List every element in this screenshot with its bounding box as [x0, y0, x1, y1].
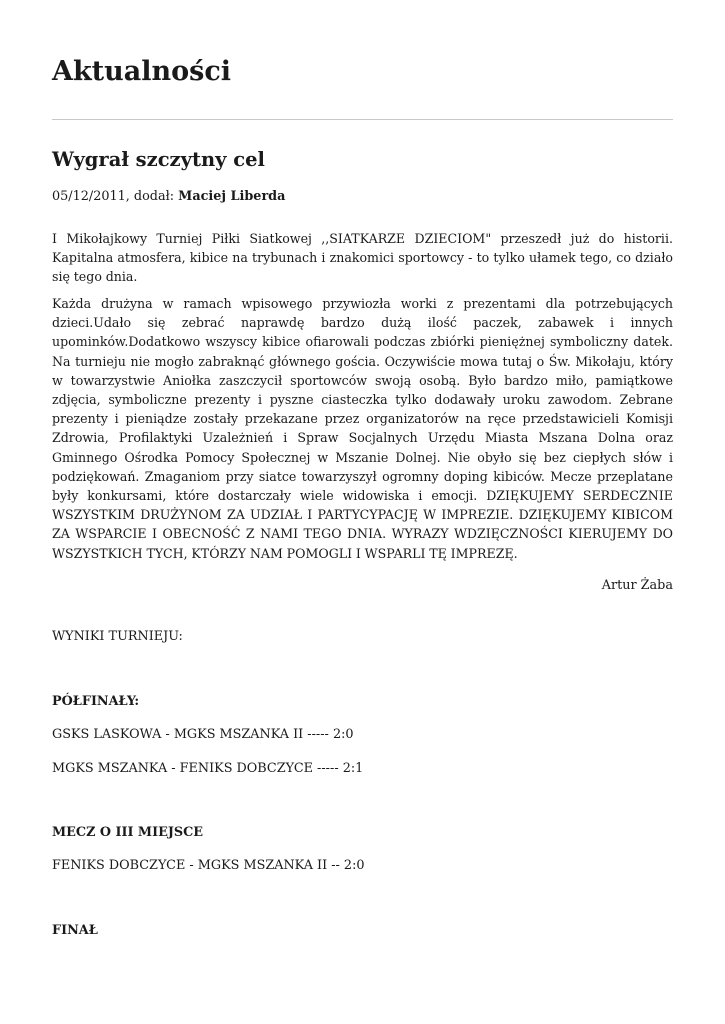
third-place-heading: MECZ O III MIEJSCE [52, 825, 204, 840]
results-heading: WYNIKI TURNIEJU: [52, 629, 183, 644]
third-place-result: FENIKS DOBCZYCE - MGKS MSZANKA II -- 2:0 [52, 858, 365, 873]
article-author: Maciej Liberda [178, 189, 286, 204]
added-by-label: , dodał: [125, 189, 179, 204]
article-signature: Artur Żaba [601, 578, 673, 593]
section-title: Aktualności [52, 56, 232, 87]
final-heading: FINAŁ [52, 923, 98, 938]
article-date: 05/12/2011 [52, 189, 126, 204]
semifinals-heading: PÓŁFINAŁY: [52, 694, 140, 709]
article-paragraph-2: Każda drużyna w ramach wpisowego przywiozła worki z prezentami dla potrzebujących dzieci.Udało się zebrać naprawdę bardzo dużą ilość paczek, zabawek i innych upominków.Dodatkowo wszyscy kibice ofiarowali podczas zbiórki pieniężnej symboliczny datek. Na turnieju nie mogło zabraknąć głównego gościa. Oczywiście mowa tutaj o Św. Mikołaju, który w towarzystwie Aniołka zaszczycił sportowców swoją osobą. Było bardzo miło, pamiątkowe zdjęcia, symboliczne prezenty i pyszne ciasteczka tylko dodawały uroku zawodom. Zebrane prezenty i pieniądze zostały przekazane przez organizatorów na ręce przedstawicieli Komisji Zdrowia, Profilaktyki Uzależnień i Spraw Socjalnych Urzędu Miasta Mszana Dolna oraz Gminnego Ośrodka Pomocy Społecznej w Mszanie Dolnej. Nie obyło się bez ciepłych słów i podziękowań. Zmaganiom przy siatce towarzyszył ogromny doping kibiców. Mecze przeplatane były konkursami, które dostarczały wiele widowiska i emocji. DZIĘKUJEMY SERDECZNIE WSZYSTKIM DRUŻYNOM ZA UDZIAŁ I PARTYCYPACJĘ W IMPREZIE. DZIĘKUJEMY KIBICOM ZA WSPARCIE I OBECNOŚĆ Z NAMI TEGO DNIA. WYRAZY WDZIĘCZNOŚCI KIERUJEMY DO WSZYSTKICH TYCH, KTÓRZY NAM POMOGLI I WSPARLI TĘ IMPREZĘ. [52, 296, 673, 561]
semifinal-result-2: MGKS MSZANKA - FENIKS DOBCZYCE ----- 2:1 [52, 761, 364, 776]
title-divider [52, 119, 673, 120]
article-title: Wygrał szczytny cel [52, 148, 265, 171]
semifinal-result-1: GSKS LASKOWA - MGKS MSZANKA II ----- 2:0 [52, 727, 354, 742]
article-meta [52, 187, 285, 207]
article-paragraph-1: I Mikołajkowy Turniej Piłki Siatkowej ,,SIATKARZE DZIECIOM" przeszedł już do historii. Kapitalna atmosfera, kibice na trybunach i znakomici sportowcy - to tylko ułamek tego, co działo się tego dnia. [52, 231, 673, 285]
